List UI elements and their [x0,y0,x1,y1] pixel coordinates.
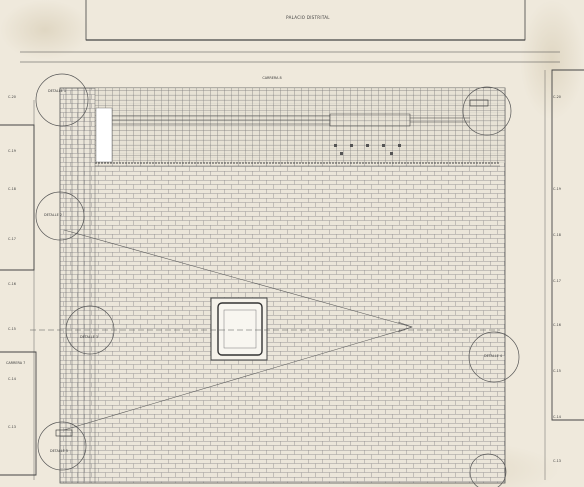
grid-right-label: C-18 [553,233,561,237]
grid-left-label: C-15 [8,327,16,331]
grid-right-label: C-15 [553,369,561,373]
grid-right-label: C-19 [553,187,561,191]
detail-label: DETALLE 3 [80,335,99,339]
detail-label: DETALLE 1 [48,89,67,93]
grid-left-label: C-19 [8,149,16,153]
grid-left-label: C-17 [8,237,16,241]
grid-right-label: C-16 [553,323,561,327]
grid-left-label: C-14 [8,377,16,381]
grid-right-label: C-17 [553,279,561,283]
title-block: PALACIO DISTRITAL [286,15,330,20]
street-label-left: CARRERA 7 [6,361,26,365]
grid-right-label: C-20 [553,95,561,99]
grid-right-label: C-13 [553,459,561,463]
grid-left-label: C-18 [8,187,16,191]
grid-left-label: C-13 [8,425,16,429]
grid-left-label: C-16 [8,282,16,286]
central-fountain [211,298,267,360]
grid-left-label: C-20 [8,95,16,99]
detail-label: DETALLE 2 [44,213,63,217]
detail-label: DETALLE 5 [50,449,69,453]
detail-label: DETALLE 4 [484,354,503,358]
plaza-top-band [95,88,505,163]
street-label-top: CARRERA 8 [262,76,282,80]
grid-right-label: C-14 [553,415,561,419]
white-block [96,108,112,162]
